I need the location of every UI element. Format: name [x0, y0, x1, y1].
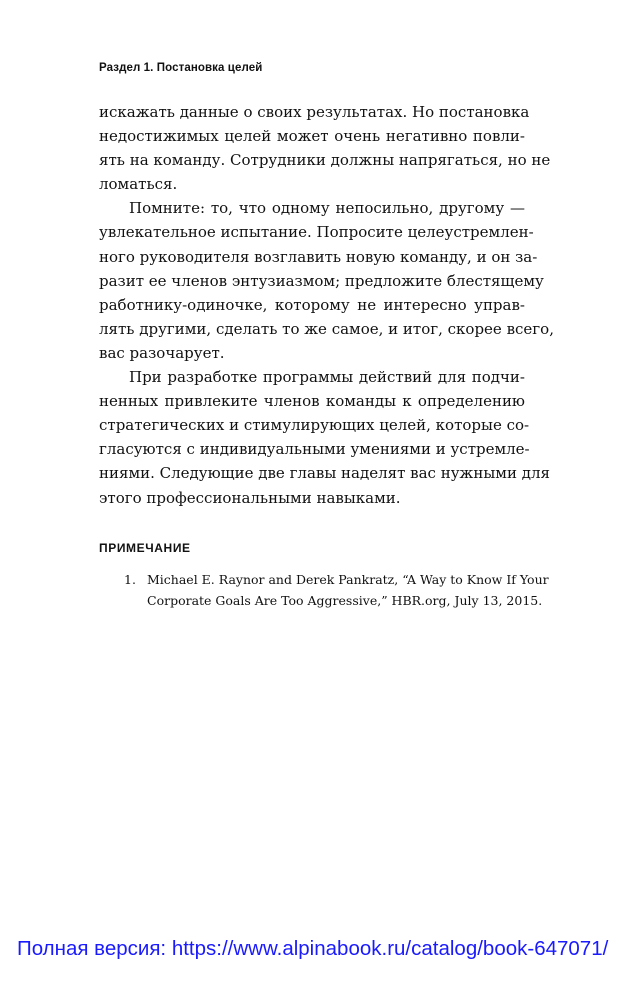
paragraph-1 [99, 100, 551, 196]
text-line: ять на команду. Сотрудники должны напрягаться, но не [99, 151, 551, 170]
body-text [99, 100, 554, 510]
text-line: ломаться. [99, 175, 178, 194]
text-line: ненных привлеките членов команды к определению [99, 392, 525, 411]
text-line: гласуются с индивидуальными умениями и устремле- [99, 440, 530, 459]
notes-heading: ПРИМЕЧАНИЕ [99, 541, 191, 555]
text-line: увлекательное испытание. Попросите целеустремлен- [99, 223, 534, 242]
text-line: вас разочарует. [99, 343, 225, 362]
text-line: разит ее членов энтузиазмом; предложите блестящему [99, 271, 544, 290]
notes-list [124, 569, 549, 611]
note-line: Michael E. Raynor and Derek Pankratz, “A Way to Know If Your [147, 572, 549, 587]
paragraph-2 [99, 196, 554, 365]
text-line: работнику-одиночке, которому не интересно управ- [99, 295, 525, 314]
text-line: ниями. Следующие две главы наделят вас нужными для [99, 464, 550, 483]
running-head: Раздел 1. Постановка целей [99, 62, 263, 74]
text-line: лять другими, сделать то же самое, и итог, скорее всего, [99, 319, 554, 338]
note-text [126, 569, 549, 611]
text-line: этого профессиональными навыками. [99, 488, 401, 507]
text-line: искажать данные о своих результатах. Но постановка [99, 103, 530, 121]
full-version-link[interactable]: Полная версия: https://www.alpinabook.ru/catalog/book-647071/ [17, 937, 609, 960]
text-line: ного руководителя возглавить новую команду, и он за- [99, 247, 538, 266]
note-item [124, 569, 549, 611]
note-number: 1. [124, 572, 136, 587]
paragraph-3 [99, 365, 550, 510]
text-line: недостижимых целей может очень негативно повли- [99, 127, 525, 146]
note-line: Corporate Goals Are Too Aggressive,” HBR.org, July 13, 2015. [147, 593, 543, 608]
text-line: Помните: то, что одному непосильно, другому — [129, 199, 525, 218]
text-line: стратегических и стимулирующих целей, которые со- [99, 416, 530, 435]
text-line: При разработке программы действий для подчи- [129, 368, 525, 387]
